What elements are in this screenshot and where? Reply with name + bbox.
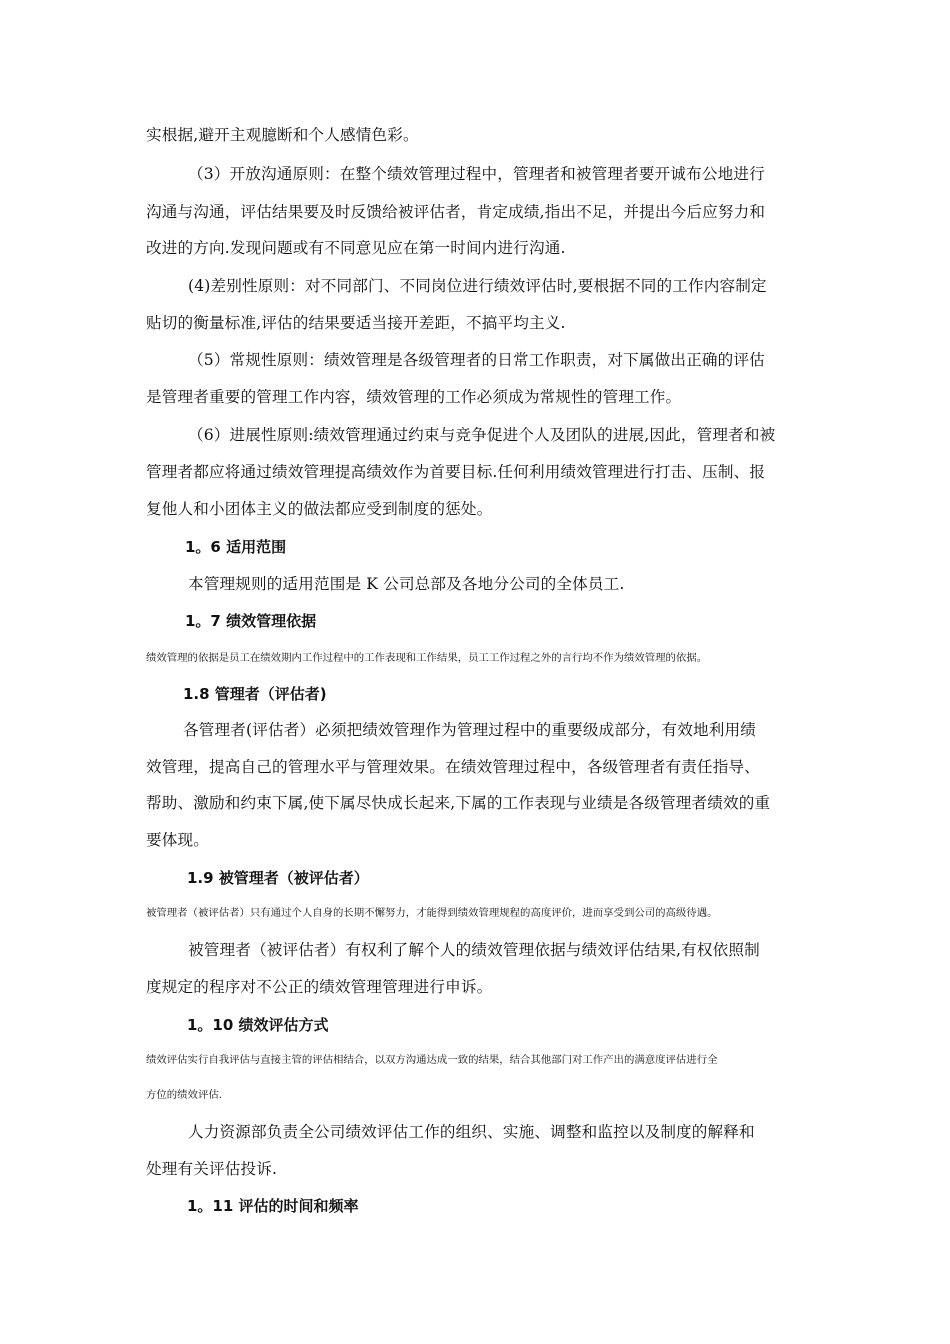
paragraph-line: 度规定的程序对不公正的绩效管理管理进行申诉。 — [146, 978, 493, 996]
section-heading: 1.8 管理者（评估者) — [183, 685, 327, 703]
paragraph-line: 要体现。 — [146, 831, 209, 849]
paragraph-line: 沟通与沟通，评估结果要及时反馈给被评估者，肯定成绩,指出不足，并提出今后应努力和 — [146, 203, 766, 221]
section-heading: 1。11 评估的时间和频率 — [187, 1197, 359, 1215]
paragraph-line: 复他人和小团体主义的做法都应受到制度的惩处。 — [146, 500, 493, 518]
paragraph-line: 改进的方向.发现问题或有不同意见应在第一时间内进行沟通. — [146, 239, 566, 257]
paragraph-line: (4)差别性原则：对不同部门、不同岗位进行绩效评估时,要根据不同的工作内容制定 — [188, 277, 767, 295]
small-paragraph-line: 方位的绩效评估. — [146, 1089, 223, 1101]
paragraph-line: 帮助、激励和约束下属,使下属尽快成长起来,下属的工作表现与业绩是各级管理者绩效的重 — [146, 794, 771, 812]
paragraph-line: 各管理者(评估者）必须把绩效管理作为管理过程中的重要级成部分，有效地利用绩 — [183, 721, 757, 739]
paragraph-line: 人力资源部负责全公司绩效评估工作的组织、实施、调整和监控以及制度的解释和 — [188, 1123, 755, 1141]
paragraph-line: 被管理者（被评估者）有权利了解个人的绩效管理依据与绩效评估结果,有权依照制 — [188, 941, 760, 959]
paragraph-line: 实根据,避开主观臆断和个人感情色彩。 — [146, 126, 419, 144]
paragraph-line: 处理有关评估投诉. — [146, 1160, 278, 1178]
section-heading: 1。10 绩效评估方式 — [187, 1016, 329, 1034]
small-paragraph-line: 绩效评估实行自我评估与直接主管的评估相结合，以双方沟通达成一致的结果，结合其他部门对工作产出的满意度评估进行全 — [146, 1054, 718, 1066]
paragraph-line: 效管理，提高自己的管理水平与管理效果。在绩效管理过程中，各级管理者有责任指导、 — [146, 758, 761, 776]
small-paragraph-line: 被管理者（被评估者）只有通过个人自身的长期不懈努力，才能得到绩效管理规程的高度评价，进而享受到公司的高级待遇。 — [146, 907, 718, 919]
section-heading: 1。7 绩效管理依据 — [185, 612, 317, 630]
paragraph-line: （6）进展性原则:绩效管理通过约束与竞争促进个人及团队的进展,因此，管理者和被 — [188, 426, 776, 444]
paragraph-line: （3）开放沟通原则：在整个绩效管理过程中，管理者和被管理者要开诚布公地进行 — [188, 165, 765, 183]
section-heading: 1。6 适用范围 — [185, 538, 287, 556]
paragraph-line: 本管理规则的适用范围是 K 公司总部及各地分公司的全体员工. — [188, 575, 625, 593]
paragraph-line: 管理者都应将通过绩效管理提高绩效作为首要目标.任何利用绩效管理进行打击、压制、报 — [146, 463, 766, 481]
small-paragraph-line: 绩效管理的依据是员工在绩效期内工作过程中的工作表现和工作结果，员工工作过程之外的言行均不作为绩效管理的依据。 — [146, 652, 708, 664]
paragraph-line: 是管理者重要的管理工作内容，绩效管理的工作必须成为常规性的管理工作。 — [146, 388, 682, 406]
paragraph-line: （5）常规性原则：绩效管理是各级管理者的日常工作职责，对下属做出正确的评估 — [188, 351, 765, 369]
section-heading: 1.9 被管理者（被评估者） — [187, 869, 369, 887]
paragraph-line: 贴切的衡量标准,评估的结果要适当接开差距，不搞平均主义. — [146, 314, 566, 332]
